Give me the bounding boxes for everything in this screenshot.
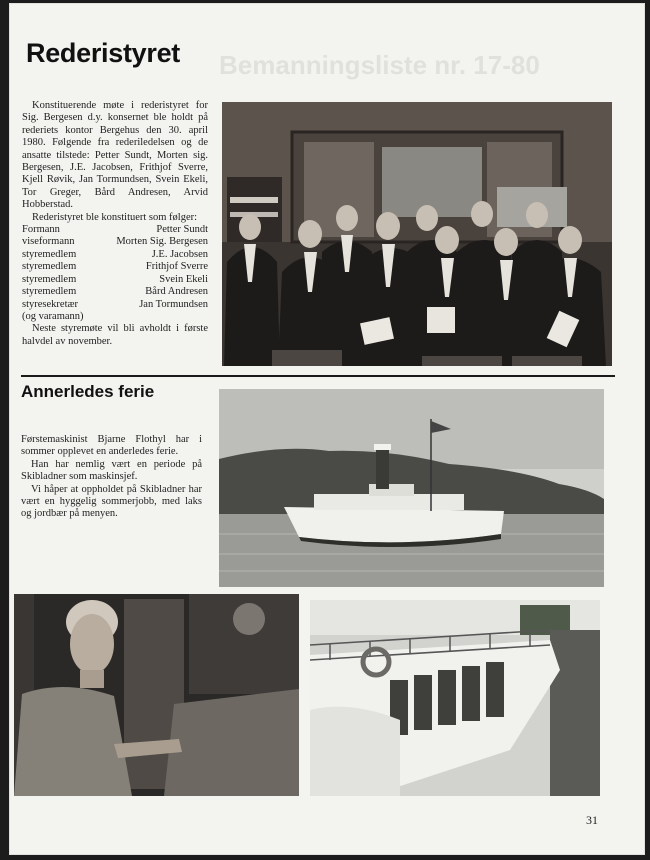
- role-row: [22, 224, 208, 236]
- role-person: Jan Tormundsen: [139, 298, 208, 310]
- role-title: (og varamann): [22, 310, 84, 322]
- role-person: Petter Sundt: [156, 224, 208, 236]
- section-divider: [21, 375, 615, 377]
- heading-rederistyret: Rederistyret: [26, 38, 180, 68]
- steamship-lake-photo: [219, 389, 604, 587]
- role-row: [22, 311, 208, 323]
- article-rederistyret: [22, 100, 208, 348]
- heading-annerledes-ferie: Annerledes ferie: [21, 382, 155, 401]
- role-person: Frithjof Sverre: [145, 261, 208, 273]
- bleed-through-text: Bemanningsliste nr. 17-80: [219, 51, 540, 80]
- role-row: [22, 261, 208, 273]
- engineer-portrait-photo: [14, 594, 299, 796]
- role-row: [22, 274, 208, 286]
- article-annerledes-ferie: [21, 434, 202, 521]
- role-row: [22, 249, 208, 261]
- role-row: [22, 236, 208, 248]
- board-group-photo: [222, 102, 612, 366]
- article2-para-1: Førstemaskinist Bjarne Flothyl har i sommer opplevet en anderledes ferie.: [21, 434, 202, 458]
- role-title: styremedlem: [22, 248, 77, 260]
- role-person: Morten Sig. Bergesen: [116, 236, 208, 248]
- role-title: styremedlem: [22, 286, 77, 298]
- magazine-page: [9, 3, 645, 855]
- role-person: Svein Ekeli: [159, 273, 208, 285]
- article2-para-3: Vi håper at oppholdet på Skibladner har vært en hyggelig sommerjobb, med laks og jordbær på menyen.: [21, 483, 202, 520]
- role-row: [22, 299, 208, 311]
- article-constituted: Rederistyret ble konstituert som følger:: [32, 211, 198, 223]
- role-title: styremedlem: [22, 261, 77, 273]
- article-next-meeting: Neste styremøte vil bli avholdt i første halvdel av november.: [22, 323, 208, 347]
- role-title: styresekretær: [22, 298, 78, 310]
- role-title: viseformann: [22, 236, 75, 248]
- page-number: 31: [586, 813, 598, 827]
- roles-list: [22, 224, 208, 323]
- ship-deck-photo: [310, 600, 600, 796]
- role-row: [22, 286, 208, 298]
- role-person: J.E. Jacobsen: [151, 248, 208, 260]
- role-title: Formann: [22, 224, 60, 236]
- article2-para-2: Han har nemlig vært en periode på Skibladner som maskinsjef.: [21, 458, 202, 483]
- role-title: styremedlem: [22, 273, 77, 285]
- article-intro: Konstituerende møte i rederistyret for Sig. Bergesen d.y. konsernet ble holdt på rederiets kontor Bergehus den 30. april 1980. Følgende fra rederiledelsen og de ansatte tilstede: Petter Sundt, Morten sig. Bergesen, J.E. Jacobsen, Frithjof Sverre, Kjell Røvik, Jan Tormundsen, Svein Ekeli, Tor Greger, Bård Andresen, Arvid Hobberstad.: [22, 100, 208, 211]
- role-person: Bård Andresen: [145, 286, 208, 298]
